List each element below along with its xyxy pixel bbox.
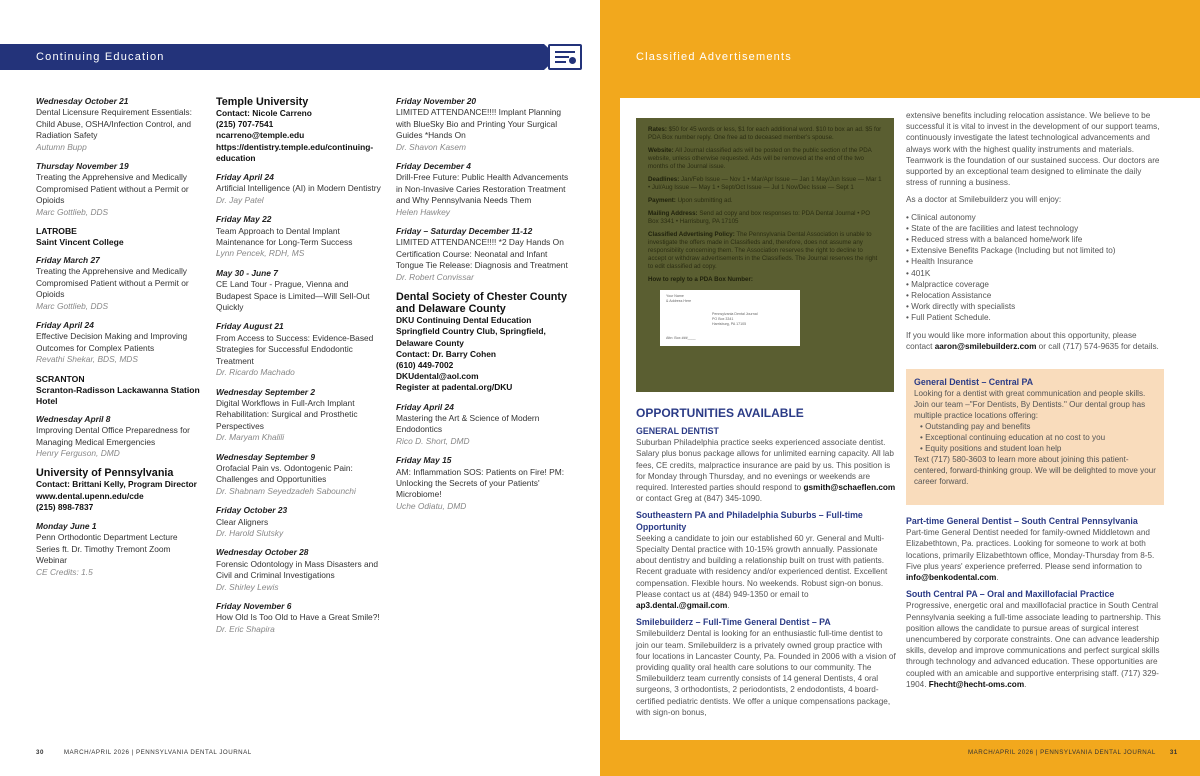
provider-upenn-name: University of Pennsylvania xyxy=(36,467,174,480)
ads-column-right xyxy=(906,516,1164,696)
event-title: Team Approach to Dental Implant Maintenance for Long-Term Success xyxy=(216,225,353,248)
event-date: Wednesday April 8 xyxy=(36,413,111,424)
event-title: Orofacial Pain vs. Odontogenic Pain: Challenges and Opportunities xyxy=(216,462,353,485)
boxed-ad-body: Looking for a dentist with great communication and people skills. Join our team –"For Dentists, By Dentists." Our dental group has multiple practice locations offering: xyxy=(914,389,1146,420)
boxed-ad-heading: General Dentist – Central PA xyxy=(914,377,1034,387)
ce-event xyxy=(36,414,202,460)
ce-event xyxy=(216,601,382,635)
event-title: Drill-Free Future: Public Health Advancements in Non-Invasive Caries Restoration Treatment and Why Pennsylvania Needs Them xyxy=(396,172,569,206)
smilebuilderz-contact-text: If you would like more information about this opportunity, please contact xyxy=(906,330,1137,351)
ad-text: Smilebuilderz Dental is looking for an enthusiastic full-time dentist to join our team. Smilebuilderz is a privately owned group practice with four locations in Lancaster County, Pa. Founded in 2006 with a vision of providing quality oral health care solutions to our community. The Smilebuilderz team currently consists of 14 general Dentists, 4 oral surgeons, 3 orthodontists, 2 periodontists, 2 endodontists, 4 board-certified pediatric dentists. We offer a unique compensations package, with sign-on bonus, xyxy=(636,629,896,717)
website-text: All Journal classified ads will be posted on the public section of the PDA website, unless otherwise requested. Ads will be removed at the end of the two months of the Journal issue. xyxy=(648,147,872,170)
ce-event xyxy=(216,547,382,593)
event-speaker: Dr. Shabnam Seyedzadeh Sabounchi xyxy=(216,485,356,496)
event-speaker: Lynn Pencek, RDH, MS xyxy=(216,248,305,259)
ad-heading: Smilebuilderz – Full-Time General Dentist – PA xyxy=(636,617,831,628)
ad-text: Progressive, energetic oral and maxillofacial practice in South Central Pennsylvania seeking a full-time associate leading to partnership. This position allows the candidate to pursue areas of surgical interest unencumbered by corporate constraints. One can advance leadership skills, develop and improve communications and perfect surgical skills through technology and advanced education. These opportunities are coupled with an amicable and supportive enterprising staff. (717) 329-1904. xyxy=(906,601,1161,689)
ce-event xyxy=(216,505,382,539)
classified-ad xyxy=(906,589,1164,690)
smilebuilderz-description: extensive benefits including relocation assistance. We believe to be successful it is vital to invest in the development of our support teams, continuously investigate the latest technological advancements and always work with the highest quality instruments and materials. Teamwork is the foundation of our sustained success. Our doctors are supported by an exceptional team designed to eliminate the daily stress of running a business. xyxy=(906,111,1160,188)
event-title: From Access to Success: Evidence-Based Strategies for Successful Endodontic Treatment xyxy=(216,332,374,366)
info-line: (215) 707-7541 xyxy=(216,119,274,130)
journal-issue: MARCH/APRIL 2026 | PENNSYLVANIA DENTAL JOURNAL xyxy=(63,749,252,756)
info-line: (215) 898-7837 xyxy=(36,501,94,512)
location-name: LATROBE xyxy=(36,226,77,237)
info-line: Harrisburg, PA 17105 xyxy=(712,322,747,326)
event-date: Wednesday October 21 xyxy=(36,96,129,106)
info-line: Springfield Country Club, Springfield, Delaware County xyxy=(396,326,546,348)
envelope-recipient-address xyxy=(712,312,758,327)
ce-event xyxy=(396,455,572,512)
event-speaker: CE Credits: 1.5 xyxy=(36,566,93,577)
envelope-box-number: Attn: Box ###____ xyxy=(666,336,696,340)
event-title: Digital Workflows in Full-Arch Implant Rehabilitation: Surgical and Prosthetic Perspectives xyxy=(216,397,358,431)
event-date: Wednesday October 28 xyxy=(216,547,309,558)
info-line: (610) 449-7002 xyxy=(396,359,454,370)
event-date: Friday November 20 xyxy=(396,96,477,106)
ad-email-link[interactable]: info@benkodental.com xyxy=(906,573,997,583)
footer-right xyxy=(968,749,1178,756)
event-title: How Old Is Too Old to Have a Great Smile?! xyxy=(216,612,380,623)
benefit-item: • Outstanding pay and benefits xyxy=(920,421,1156,432)
classified-ad xyxy=(636,426,896,504)
event-speaker: Marc Gottlieb, DDS xyxy=(36,300,109,311)
benefit-item: • Malpractice coverage xyxy=(906,279,1164,290)
smilebuilderz-contact-tail: or call (717) 574-9635 for details. xyxy=(1036,341,1159,351)
event-date: Friday October 23 xyxy=(216,505,288,516)
event-speaker: Dr. Shavon Kasem xyxy=(396,141,466,152)
rates-text: $50 for 45 words or less, $1 for each additional word. $10 to box an ad. $5 for PDA Box number reply. One free ad to deceased member's spouse. xyxy=(648,126,882,141)
event-date: Friday April 24 xyxy=(216,172,274,183)
info-line: DKUdental@aol.com xyxy=(396,371,479,382)
event-speaker: Helen Hawkey xyxy=(396,206,450,217)
event-speaker: Uche Odiatu, DMD xyxy=(396,500,467,511)
benefit-item: • 401K xyxy=(906,268,1164,279)
event-date: Wednesday September 9 xyxy=(216,451,315,462)
info-line: https://dentistry.temple.edu/continuing-education xyxy=(216,141,374,163)
ad-tail: . xyxy=(1024,679,1027,689)
ad-text: Suburban Philadelphia practice seeks experienced associate dentist. Salary plus bonus package allows for unlimited earning capacity. All lab fees, CE credits, malpractice insurance are paid by us. This position is for Monday through Thursday, and no evenings or weekends are required. Interested parties should respond to xyxy=(636,438,894,493)
ad-tail: . xyxy=(996,573,999,583)
benefit-item: • Full Patient Schedule. xyxy=(906,312,1164,323)
smilebuilderz-email-link[interactable]: aaron@smilebuilderz.com xyxy=(934,341,1037,351)
ad-body xyxy=(906,527,1164,583)
boxed-ad-central-pa xyxy=(906,369,1164,505)
ce-column-1 xyxy=(36,96,202,586)
info-line: DKU Continuing Dental Education xyxy=(396,315,532,326)
reply-label: How to reply to a PDA Box Number: xyxy=(648,276,753,283)
event-speaker: Dr. Ricardo Machado xyxy=(216,367,295,378)
ad-heading: GENERAL DENTIST xyxy=(636,426,719,436)
ce-event xyxy=(36,521,202,578)
event-speaker: Autumn Bupp xyxy=(36,141,87,152)
ad-email-link[interactable]: Fhecht@hecht-oms.com xyxy=(928,679,1025,689)
smilebuilderz-continued xyxy=(906,110,1164,352)
location-venue: Scranton-Radisson Lackawanna Station Hotel xyxy=(36,384,200,407)
ce-column-3 xyxy=(396,96,572,520)
event-date: Friday – Saturday December 11-12 xyxy=(396,226,533,237)
event-title: Clear Aligners xyxy=(216,516,269,527)
ce-event xyxy=(396,402,572,448)
event-speaker: Henry Ferguson, DMD xyxy=(36,447,120,458)
event-title: Improving Dental Office Preparedness for Managing Medical Emergencies xyxy=(36,425,190,447)
event-date: Friday May 22 xyxy=(216,214,272,225)
ad-text: Part-time General Dentist needed for family-owned Middletown and Elizabethtown, Pa. practices. Looking for someone to work at both locations, primarily Elizabethtown office, Monday-Thursday from 8-5. Five plus years' experience preferred. Please send information to xyxy=(906,528,1155,571)
event-date: Friday March 27 xyxy=(36,254,100,265)
event-date: Friday May 15 xyxy=(396,455,452,466)
event-date: Friday April 24 xyxy=(396,401,454,412)
event-speaker: Dr. Harold Slutsky xyxy=(216,527,284,538)
location-latrobe xyxy=(36,226,202,249)
ce-event xyxy=(216,387,382,444)
ad-heading: Southeastern PA and Philadelphia Suburbs – Full-time Opportunity xyxy=(636,510,863,532)
ads-column-left xyxy=(636,426,896,724)
event-title: Artificial Intelligence (AI) in Modern Dentistry xyxy=(216,183,381,194)
event-speaker: Marc Gottlieb, DDS xyxy=(36,206,109,217)
event-date: Friday November 6 xyxy=(216,601,292,612)
event-title: Forensic Odontology in Mass Disasters and Civil and Criminal Investigations xyxy=(216,558,378,581)
ad-body xyxy=(636,533,896,611)
event-title: Treating the Apprehensive and Medically Compromised Patient without a Permit or Opioids xyxy=(36,172,189,206)
ad-tail: . xyxy=(727,601,730,611)
event-speaker: Dr. Shirley Lewis xyxy=(216,581,279,592)
provider-temple-name: Temple University xyxy=(216,96,309,108)
event-speaker: Revathi Shekar, BDS, MDS xyxy=(36,354,138,365)
info-line: www.dental.upenn.edu/cde xyxy=(36,490,144,501)
event-title: Treating the Apprehensive and Medically Compromised Patient without a Permit or Opioids xyxy=(36,266,189,300)
ce-column-2 xyxy=(216,96,382,643)
event-title: CE Land Tour - Prague, Vienna and Budapest Space is Limited—Will Sell-Out Quickly xyxy=(216,279,370,313)
page-number: 30 xyxy=(36,749,44,756)
event-title: Dental Licensure Requirement Essentials: Child Abuse, OSHA/Infection Control, and Radiation Safety xyxy=(36,107,192,141)
deadlines-label: Deadlines: xyxy=(648,176,680,183)
event-date: Friday April 24 xyxy=(36,319,94,330)
event-speaker: Dr. Jay Patel xyxy=(216,194,264,205)
event-title: Penn Orthodontic Department Lecture Series ft. Dr. Timothy Tremont Zoom Webinar xyxy=(36,532,178,566)
provider-chester-contact xyxy=(396,315,572,393)
info-line: Pennsylvania Dental Journal xyxy=(712,312,758,316)
event-title: Mastering the Art & Science of Modern Endodontics xyxy=(396,412,540,435)
benefit-item: • State of the are facilities and latest technology xyxy=(906,223,1164,234)
event-date: Friday December 4 xyxy=(396,161,471,172)
info-line: Your Name xyxy=(666,294,684,298)
event-date: Thursday November 19 xyxy=(36,161,129,172)
info-line: Contact: Nicole Carreno xyxy=(216,108,312,118)
ce-event xyxy=(36,96,202,153)
info-line: Contact: Dr. Barry Cohen xyxy=(396,348,497,359)
classified-ad xyxy=(906,516,1164,583)
mailing-text: Send ad copy and box responses to: PDA Dental Journal • PO Box 3341 • Harrisburg, PA 17105 xyxy=(648,210,871,225)
ce-event xyxy=(396,96,572,153)
ce-event xyxy=(396,161,572,218)
info-line: ncarreno@temple.edu xyxy=(216,130,305,141)
event-title: AM: Inflammation SOS: Patients on Fire! PM: Unlocking the Secrets of your Patients' Microbiome! xyxy=(396,466,565,500)
ce-event xyxy=(36,255,202,312)
ce-event xyxy=(36,161,202,218)
classified-advertisements-header: Classified Advertisements xyxy=(636,51,792,63)
ce-event xyxy=(36,320,202,366)
info-line: Register at padental.org/DKU xyxy=(396,382,513,393)
certificate-icon xyxy=(548,44,582,70)
benefit-item: • Equity positions and student loan help xyxy=(920,443,1156,454)
provider-temple-contact xyxy=(216,108,382,164)
ce-event xyxy=(216,172,382,206)
website-label: Website: xyxy=(648,147,674,154)
ad-email-link[interactable]: gsmith@schaeflen.com xyxy=(803,483,896,493)
provider-chester-name: Dental Society of Chester County and Delaware County xyxy=(396,291,567,316)
ce-event xyxy=(396,226,572,283)
mailing-label: Mailing Address: xyxy=(648,210,698,217)
ce-event xyxy=(216,452,382,498)
benefit-item: • Health Insurance xyxy=(906,256,1164,267)
location-scranton xyxy=(36,374,202,408)
ad-email-link[interactable]: ap3.dental.@gmail.com xyxy=(636,601,728,611)
envelope-return-address xyxy=(666,294,691,304)
event-date: May 30 - June 7 xyxy=(216,267,278,278)
opportunities-heading: OPPORTUNITIES AVAILABLE xyxy=(636,406,804,420)
rates-label: Rates: xyxy=(648,126,667,133)
smilebuilderz-benefits-list xyxy=(906,212,1164,324)
event-title: Effective Decision Making and Improving Outcomes for Complex Patients xyxy=(36,331,188,353)
ce-event xyxy=(216,268,382,314)
reply-envelope-sample xyxy=(660,290,800,346)
payment-label: Payment: xyxy=(648,197,676,204)
benefit-item: • Reduced stress with a balanced home/work life xyxy=(906,234,1164,245)
event-speaker: Dr. Maryam Khalili xyxy=(216,432,285,443)
ad-body xyxy=(636,628,896,718)
benefit-item: • Clinical autonomy xyxy=(906,212,1164,223)
journal-issue: MARCH/APRIL 2026 | PENNSYLVANIA DENTAL JOURNAL xyxy=(968,749,1156,756)
event-date: Wednesday September 2 xyxy=(216,386,315,397)
classified-ad xyxy=(636,510,896,611)
event-speaker: Dr. Robert Convissar xyxy=(396,271,474,282)
policy-label: Classified Advertising Policy: xyxy=(648,231,735,238)
deadlines-text: Jan/Feb Issue — Nov 1 • Mar/Apr Issue — Jan 1 May/Jun Issue — Mar 1 • Jul/Aug Issue — May 1 • Sept/Oct Issue — Jul 1 Nov/Dec Issue — Sept 1 xyxy=(648,176,882,191)
event-title: LIMITED ATTENDANCE!!!! Implant Planning with BlueSky Bio and Printing Your Surgical Guides *Hands On xyxy=(396,107,562,141)
classified-rates-box xyxy=(636,118,894,392)
page-number: 31 xyxy=(1169,749,1178,756)
info-line: Contact: Brittani Kelly, Program Director xyxy=(36,479,197,490)
benefit-item: • Work directly with specialists xyxy=(906,301,1164,312)
boxed-ad-bullets xyxy=(914,421,1156,454)
event-title: LIMITED ATTENDANCE!!!! *2 Day Hands On Certification Course: Neonatal and Infant Tongue Tie Release: Diagnosis and Treatment xyxy=(396,237,568,271)
ad-text: Seeking a candidate to join our established 60 yr. General and Multi-Specialty Dental practice with 10-15% growth annually. Passionate about dentistry and building a relationship built on trust with patients. Recent graduate with residency and/or experienced dentist. Excellent compensation. Flexible hours. No weekends. Robust sign-on bonus. Please contact us at (484) 949-1350 or email to xyxy=(636,533,888,599)
ce-event xyxy=(216,214,382,260)
policy-text: The Pennsylvania Dental Association is unable to investigate the offers made in Classifieds and, therefore, does not assume any responsibility concerning them. The Association reserves the right to decline to accept or withdraw advertisements in the Classifieds. The Journal reserves the right to edit classified ad copy. xyxy=(648,231,878,270)
benefit-item: • Exceptional continuing education at no cost to you xyxy=(920,432,1156,443)
event-speaker: Rico D. Short, DMD xyxy=(396,435,470,446)
event-date: Friday August 21 xyxy=(216,321,284,332)
benefit-item: • Relocation Assistance xyxy=(906,290,1164,301)
ad-body xyxy=(906,600,1164,690)
ad-heading: Part-time General Dentist – South Central Pennsylvania xyxy=(906,516,1138,526)
event-speaker: Dr. Eric Shapira xyxy=(216,623,275,634)
location-name: SCRANTON xyxy=(36,373,85,384)
ad-body xyxy=(636,437,896,504)
ad-tail: or contact Greg at (847) 345-1090. xyxy=(636,494,763,504)
benefit-item: • Extensive Benefits Package (Including but not limited to) xyxy=(906,245,1164,256)
continuing-education-header: Continuing Education xyxy=(36,51,165,63)
info-line: & Address Here xyxy=(666,299,692,303)
event-date: Monday June 1 xyxy=(36,520,97,531)
classified-ad xyxy=(636,617,896,718)
location-venue: Saint Vincent College xyxy=(36,237,124,248)
payment-text: Upon submitting ad. xyxy=(677,197,733,204)
ad-heading: South Central PA – Oral and Maxillofacial Practice xyxy=(906,589,1115,600)
boxed-ad-tail: Text (717) 580-3603 to learn more about joining this patient-centered, forward-thinking group. We will be delighted to move your career forward. xyxy=(914,455,1156,486)
info-line: PO Box 3341 xyxy=(712,317,734,321)
provider-upenn-contact xyxy=(36,479,202,513)
footer-left xyxy=(36,749,252,756)
ce-event xyxy=(216,321,382,378)
smilebuilderz-benefits-intro: As a doctor at Smilebuilderz you will enjoy: xyxy=(906,195,1062,205)
